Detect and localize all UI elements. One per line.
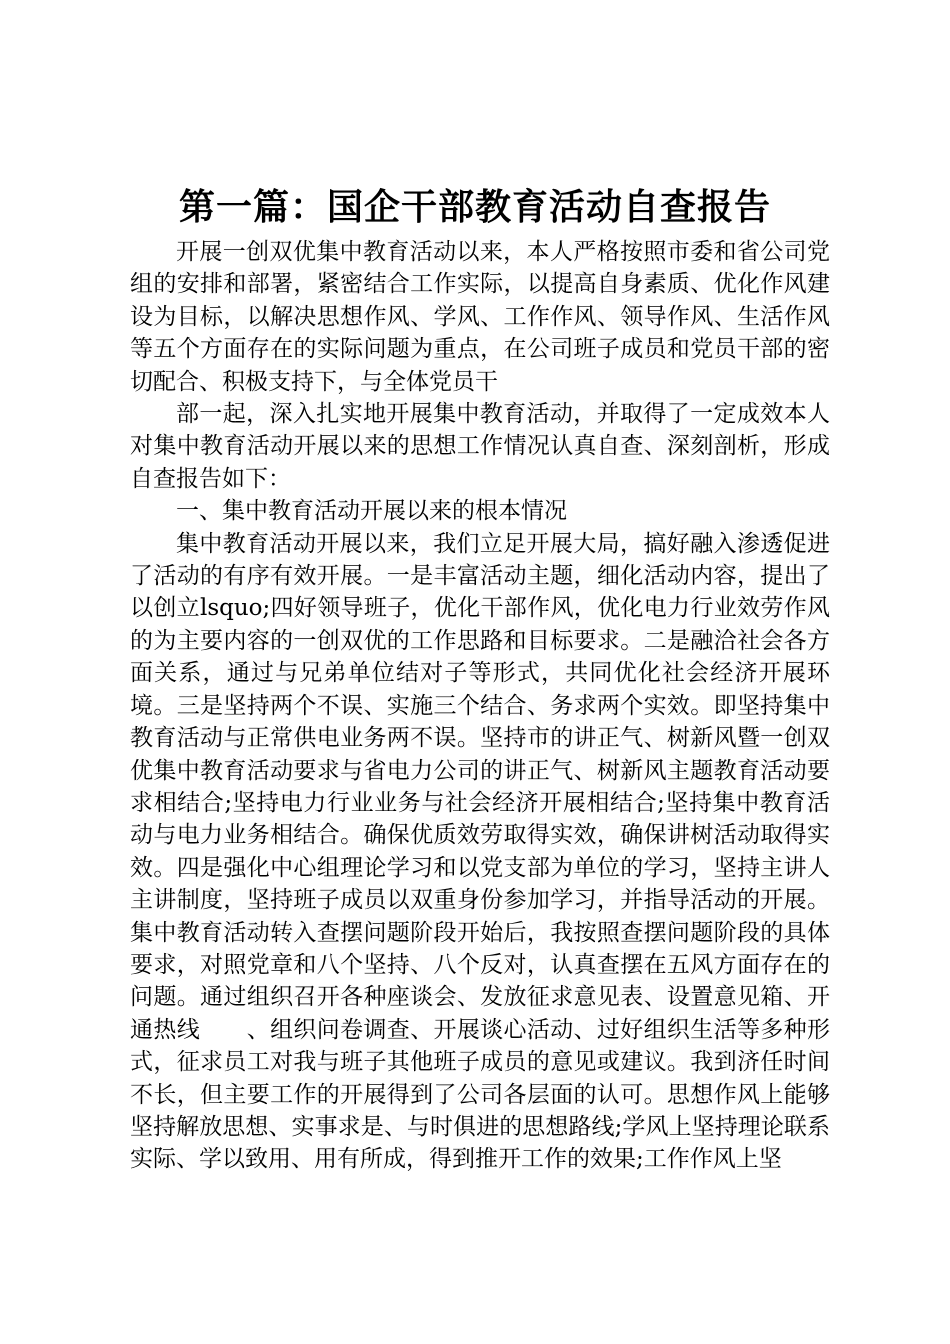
section-heading: 一、集中教育活动开展以来的根本情况 — [176, 498, 567, 525]
paragraph-intro: 开展一创双优集中教育活动以来，本人严格按照市委和省公司党组的安排和部署，紧密结合工作实际，以提高自身素质、优化作风建设为目标，以解决思想作风、学风、工作作风、领导作风、生活作风等五个方面存在的实际问题为重点，在公司班子成员和党员干部的密切配合、积极支持下，与全体党员干 — [130, 239, 830, 395]
document-title: 第一篇：国企干部教育活动自查报告 — [178, 187, 771, 228]
paragraph-continuation: 部一起，深入扎实地开展集中教育活动，并取得了一定成效本人对集中教育活动开展以来的思想工作情况认真自查、深刻剖析，形成自查报告如下： — [130, 401, 830, 492]
paragraph-main: 集中教育活动开展以来，我们立足开展大局，搞好融入渗透促进了活动的有序有效开展。一是丰富活动主题，细化活动内容，提出了以创立lsquo;四好领导班子，优化干部作风，优化电力行业效劳作风的为主要内容的一创双优的工作思路和目标要求。二是融洽社会各方面关系，通过与兄弟单位结对子等形式，共同优化社会经济开展环境。三是坚持两个不误、实施三个结合、务求两个实效。即坚持集中教育活动与正常供电业务两不误。坚持市的讲正气、树新风暨一创双优集中教育活动要求与省电力公司的讲正气、树新风主题教育活动要求相结合;坚持电力行业业务与社会经济开展相结合;坚持集中教育活动与电力业务相结合。确保优质效劳取得实效，确保讲树活动取得实效。四是强化中心组理论学习和以党支部为单位的学习，坚持主讲人主讲制度，坚持班子成员以双重身份参加学习，并指导活动的开展。集中教育活动转入查摆问题阶段开始后，我按照查摆问题阶段的具体要求，对照党章和八个坚持、八个反对，认真查摆在五风方面存在的问题。通过组织召开各种座谈会、发放征求意见表、设置意见箱、开通热线 、组织问卷调查、开展谈心活动、过好组织生活等多种形式，征求员工对我与班子其他班子成员的意见或建议。我到济任时间不长，但主要工作的开展得到了公司各层面的认可。思想作风上能够坚持解放思想、实事求是、与时俱进的思想路线;学风上坚持理论联系实际、学以致用、用有所成，得到推开工作的效果;工作作风上坚 — [130, 530, 830, 1173]
document-body — [130, 236, 830, 1176]
